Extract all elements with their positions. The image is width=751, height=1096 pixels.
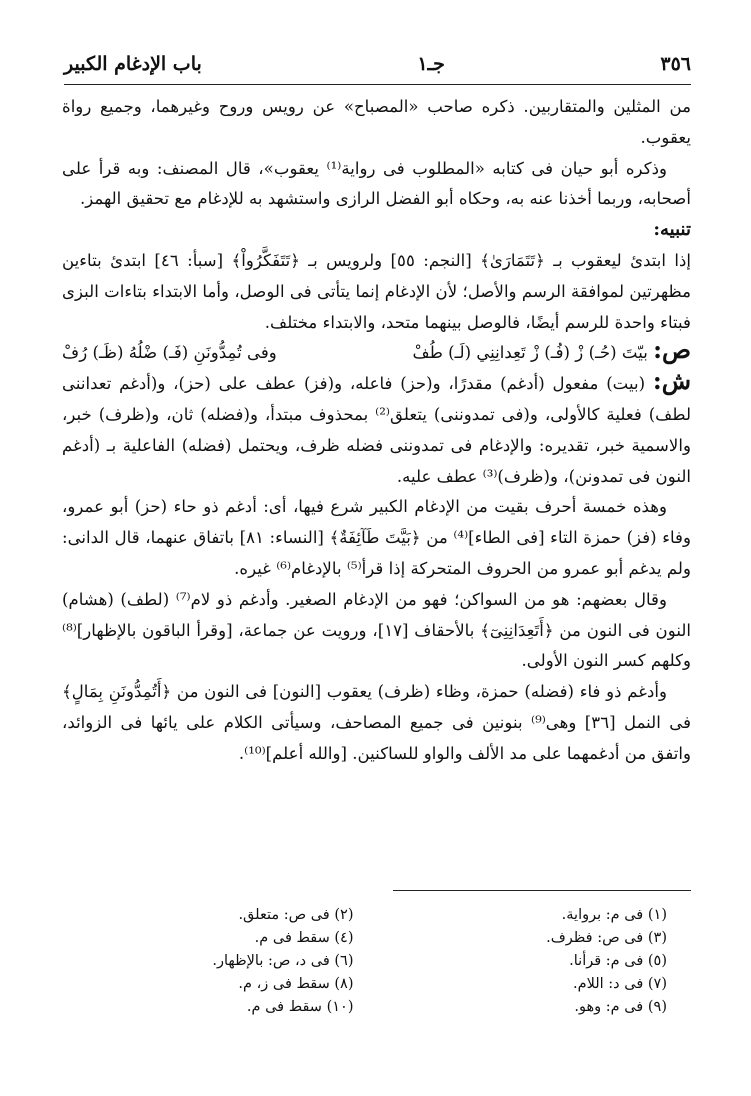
- footnote-divider: [393, 890, 691, 891]
- section-heading: تنبيه:: [653, 219, 691, 241]
- footnote-text: سقط فى م.: [246, 999, 322, 1015]
- paragraph-6: وقال بعضهم: هو من السواكن؛ فهو من الإدغام الصغير. وأدغم ذو لام⁽⁷⁾ (لطف) (هشام) النون فى النون من ﴿أَتَعِدَانِنِىٓ﴾ بالأحقاف [١٧]، ورويت عن جماعة، [وقرأ الباقون بالإظهار]⁽⁸⁾ وكلهم كسر النون الأولى.: [62, 589, 691, 671]
- footnote-item: [80, 973, 354, 996]
- paragraph-5: وهذه خمسة أحرف بقيت من الإدغام الكبير شرع فيها، أى: أدغم ذو حاء (حز) أبو عمرو، وفاء (فز) حمزة التاء [فى الطاء]⁽⁴⁾ من ﴿بَيَّتَ طَآئِفَةٌ﴾ [النساء: ٨١] باتفاق عنهما، قال الدانى: ولم يدغم أبو عمرو من الحروف المتحركة إذا قرأ⁽⁵⁾ بالإدغام⁽⁶⁾ غيره.: [62, 497, 692, 578]
- footnote-number: (٨): [334, 976, 354, 992]
- footnote-text: فى م: قرأنا.: [569, 953, 644, 969]
- footnote-text: فى م: وهو.: [574, 999, 644, 1015]
- footnote-number: (٩): [647, 999, 667, 1015]
- footnotes: [80, 904, 667, 1019]
- footnote-number: (٧): [647, 976, 667, 992]
- verse-mark: ص:: [653, 335, 691, 365]
- paragraph-7: وأدغم ذو فاء (فضله) حمزة، وظاء (ظرف) يعقوب [النون] فى النون من ﴿أَتُمِدُّونَنِ بِمَالٍ﴾ فى النمل [٣٦] وهى⁽⁹⁾ بنونين فى جميع المصاحف، وسيأتى الكلام على يائها فى الزوائد، واتفق من أدغمهما على مد الألف والواو للساكنين. [والله أعلم]⁽¹⁰⁾.: [62, 682, 692, 763]
- chapter-title: باب الإدغام الكبير: [64, 53, 202, 75]
- footnote-number: (٦): [334, 953, 354, 969]
- paragraph-4: [62, 366, 692, 492]
- footnote-item: [80, 950, 354, 973]
- page-number: ٣٥٦: [660, 53, 691, 75]
- footnote-item: [394, 927, 668, 950]
- footnote-item: [80, 927, 354, 950]
- paragraph-1: من المثلين والمتقاربين. ذكره صاحب «المصباح» عن رويس وروح وغيرهما، وجميع رواة يعقوب.: [62, 97, 691, 147]
- footnote-item: [80, 904, 354, 927]
- main-text: [62, 92, 691, 770]
- footnote-number: (٥): [647, 953, 667, 969]
- paragraph-2: وذكره أبو حيان فى كتابه «المطلوب فى رواية⁽¹⁾ يعقوب»، قال المصنف: وبه قرأ على أصحابه، وربما أخذنا عنه به، وحكاه أبو الفضل الرازى واستشهد به للإدغام مع تحقيق الهمز.: [62, 158, 691, 209]
- footnote-number: (١): [647, 907, 667, 923]
- paragraph-3: إذا ابتدئ ليعقوب بـ ﴿تَتَمَارَىٰ﴾ [النجم: ٥٥] ولرويس بـ ﴿تَتَفَكَّرُواْ﴾ [سبأ: ٤٦] ابتدئ بتاءين مظهرتين لموافقة الرسم والأصل؛ لأن الإدغام إنما يتأتى فى الوصل، وأما الابتداء بتاءات البزى فبتاء واحدة للرسم أيضًا، فالوصل بينهما متحد، والابتداء مختلف.: [62, 250, 692, 332]
- running-header: [64, 44, 691, 85]
- footnote-text: فى م: برواية.: [561, 907, 644, 923]
- verse-first-hemistich: [412, 335, 691, 369]
- paragraph-4-text: (بيت) مفعول (أدغم) مقدرًا، و(حز) فاعله، و(فز) عطف على (حز)، و(أدغم تعداننى لطف) فعلية كالأولى، و(فى تمدوننى) يتعلق⁽²⁾ بمحذوف مبتدأ، و(فضله) ثان، و(ظرف) خبر، والاسمية خبر، تقديره: والإدغام فى تمدوننى فضله ظرف، ويحتمل (فضله) الفاعلية بـ (أدغم النون فى تمدونن)، و(ظرف)⁽³⁾ عطف عليه.: [62, 374, 692, 486]
- footnote-text: فى د: اللام.: [572, 976, 644, 992]
- footnote-item: [394, 904, 668, 927]
- volume-label: جـ١: [417, 53, 445, 75]
- footnote-number: (٢): [334, 907, 354, 923]
- footnote-number: (٣): [647, 930, 667, 946]
- verse-second-hemistich: وفى تُمِدُّونَنِ (فَـ) ضْلُهُ (ظَـ) رُفْ: [62, 343, 277, 363]
- footnote-number: (٤): [334, 930, 354, 946]
- footnote-item: [394, 950, 668, 973]
- footnote-text: سقط فى م.: [254, 930, 330, 946]
- footnote-text: فى ص: متعلق.: [238, 907, 330, 923]
- footnote-text: فى د، ص: بالإظهار.: [212, 953, 330, 969]
- footnote-text: سقط فى ز، م.: [238, 976, 330, 992]
- footnote-number: (١٠): [326, 999, 354, 1015]
- footnote-item: [394, 973, 668, 996]
- footnote-item: [80, 996, 354, 1019]
- commentary-mark: ش:: [652, 366, 691, 396]
- footnote-item: [394, 996, 668, 1019]
- verse-first-text: بيّتَ (حُـ) زْ (فُـ) زْ تَعِدانِنِي (لَـ) طُفْ: [412, 343, 648, 363]
- verse-line: [62, 335, 691, 369]
- footnote-text: فى ص: فظرف.: [546, 930, 644, 946]
